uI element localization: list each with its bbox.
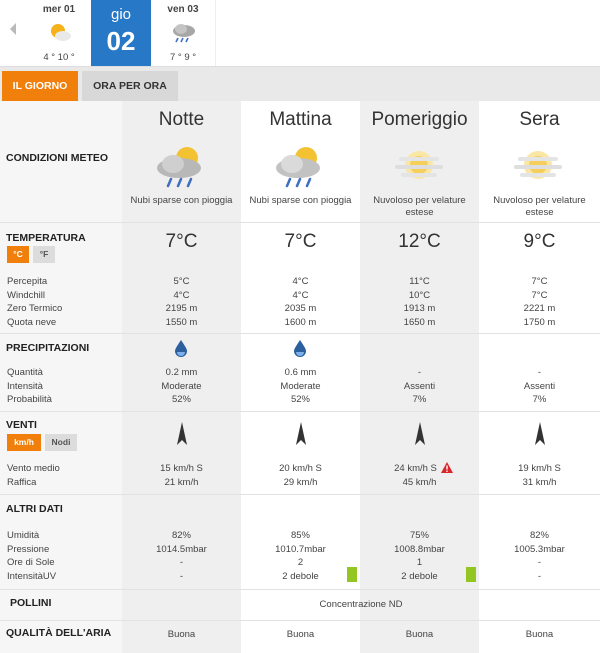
wind-direction-arrow-icon bbox=[175, 421, 189, 447]
sun-hours-value: - bbox=[179, 557, 184, 568]
air-quality-value: Buona bbox=[286, 629, 315, 640]
precip-probability: 52% bbox=[171, 394, 191, 405]
windchill-label: Windchill bbox=[7, 289, 46, 301]
air-quality-value: Buona bbox=[167, 629, 196, 640]
precip-intensity: Assenti bbox=[403, 380, 436, 392]
windchill-value: 4°C bbox=[292, 289, 309, 301]
hazy-sun-icon bbox=[508, 143, 568, 191]
freezing-value: 2035 m bbox=[284, 303, 317, 314]
pressure-value: 1005.3mbar bbox=[514, 543, 565, 555]
uv-label: IntensitàUV bbox=[7, 570, 57, 582]
sun-hours-value: 2 bbox=[297, 557, 304, 568]
precip-probability: 52% bbox=[290, 394, 310, 405]
gust-label: Raffica bbox=[7, 476, 37, 488]
wind-direction-arrow-icon bbox=[413, 421, 427, 447]
pressure-value: 1010.7mbar bbox=[275, 543, 326, 555]
pollen-heading: POLLINI bbox=[10, 597, 52, 609]
day-number: 02 bbox=[106, 26, 136, 56]
precip-probability-label: Probabilità bbox=[7, 394, 52, 405]
freezing-value: 2221 m bbox=[523, 303, 556, 314]
wind-speed-label: Vento medio bbox=[7, 463, 60, 474]
wind-heading: VENTI bbox=[6, 419, 37, 431]
previous-day-arrow-icon[interactable] bbox=[8, 22, 22, 42]
hazy-sun-icon bbox=[389, 143, 449, 191]
perceived-value: 11°C bbox=[409, 276, 430, 287]
uv-value: - bbox=[537, 570, 542, 582]
gust-speed: 21 km/h bbox=[164, 476, 199, 488]
condition-desc: Nubi sparse con pioggia bbox=[249, 195, 352, 206]
snow-level-label: Quota neve bbox=[7, 316, 57, 328]
fahrenheit-button[interactable]: °F bbox=[33, 246, 55, 263]
uv-value: 2 debole bbox=[401, 570, 438, 582]
row-divider bbox=[0, 333, 600, 334]
windchill-value: 10°C bbox=[408, 289, 431, 301]
sun-cloud-rain-icon bbox=[151, 143, 211, 191]
row-divider bbox=[0, 411, 600, 412]
wind-speed: 24 km/h S bbox=[394, 463, 437, 474]
day-temps: 7 ° 9 ° bbox=[169, 52, 197, 63]
freezing-value: 1913 m bbox=[403, 303, 436, 314]
temperature-value: 7°C bbox=[165, 231, 198, 252]
humidity-value: 82% bbox=[529, 530, 549, 541]
row-divider bbox=[0, 494, 600, 495]
precip-probability: 7% bbox=[532, 394, 547, 405]
gust-speed: 45 km/h bbox=[402, 476, 437, 488]
day-label: mer 01 bbox=[42, 4, 76, 15]
temperature-heading: TEMPERATURA bbox=[6, 232, 86, 244]
humidity-value: 85% bbox=[290, 530, 310, 541]
wind-speed: 19 km/h S bbox=[518, 463, 561, 474]
perceived-label: Percepita bbox=[7, 276, 48, 287]
celsius-button[interactable]: °C bbox=[7, 246, 29, 263]
snow-value: 1650 m bbox=[403, 316, 436, 328]
precip-intensity: Moderate bbox=[161, 380, 202, 392]
precip-probability: 7% bbox=[412, 394, 427, 405]
condition-desc: Nuvoloso per velature estese bbox=[493, 195, 586, 218]
windchill-value: 7°C bbox=[531, 289, 548, 301]
precip-quantity: 0.2 mm bbox=[165, 367, 198, 378]
precip-quantity: - bbox=[537, 367, 542, 378]
freezing-value: 2195 m bbox=[165, 303, 198, 314]
temperature-value: 12°C bbox=[398, 231, 441, 252]
conditions-heading: CONDIZIONI METEO bbox=[6, 152, 109, 164]
air-quality-heading: QUALITÀ DELL'ARIA bbox=[6, 627, 112, 639]
wind-direction-arrow-icon bbox=[533, 421, 547, 447]
sun-hours-value: 1 bbox=[416, 557, 423, 568]
pollen-value: Concentrazione ND bbox=[319, 599, 403, 610]
gust-speed: 29 km/h bbox=[283, 476, 318, 488]
knots-button[interactable]: Nodi bbox=[45, 434, 77, 451]
tab-hourly[interactable]: ORA PER ORA bbox=[82, 71, 178, 101]
divider bbox=[215, 0, 216, 66]
condition-desc: Nuvoloso per velature estese bbox=[373, 195, 466, 218]
uv-value: 2 debole bbox=[282, 570, 319, 582]
freezing-level-label: Zero Termico bbox=[7, 303, 63, 314]
tab-day[interactable]: IL GIORNO bbox=[2, 71, 78, 101]
period-afternoon: Pomeriggio bbox=[371, 109, 468, 130]
temperature-value: 7°C bbox=[284, 231, 317, 252]
forecast-table bbox=[0, 101, 600, 653]
gust-speed: 31 km/h bbox=[522, 476, 557, 488]
snow-value: 1550 m bbox=[165, 316, 198, 328]
precip-quantity-label: Quantità bbox=[7, 367, 43, 378]
sun-cloud-rain-icon bbox=[270, 143, 330, 191]
humidity-label: Umidità bbox=[7, 530, 40, 541]
perceived-value: 5°C bbox=[173, 276, 190, 287]
wind-speed: 20 km/h S bbox=[279, 463, 322, 474]
air-quality-value: Buona bbox=[525, 629, 554, 640]
rain-cloud-icon bbox=[170, 20, 198, 46]
raindrop-icon bbox=[293, 339, 307, 357]
day-name: gio bbox=[110, 6, 132, 23]
day-temps: 4 ° 10 ° bbox=[43, 52, 75, 63]
uv-level-indicator bbox=[347, 567, 357, 582]
day-tab-thu-active[interactable] bbox=[91, 0, 151, 66]
period-night: Notte bbox=[158, 109, 205, 130]
wind-speed: 15 km/h S bbox=[160, 463, 203, 474]
view-tabs bbox=[0, 66, 600, 101]
row-divider bbox=[0, 589, 600, 590]
sun-hours-value: - bbox=[537, 557, 542, 568]
precip-quantity: - bbox=[417, 367, 422, 378]
wind-direction-arrow-icon bbox=[294, 421, 308, 447]
windchill-value: 4°C bbox=[173, 289, 190, 301]
raindrop-icon bbox=[174, 339, 188, 357]
row-divider bbox=[0, 222, 600, 223]
pressure-value: 1014.5mbar bbox=[156, 543, 207, 555]
precipitation-heading: PRECIPITAZIONI bbox=[6, 342, 90, 354]
humidity-value: 75% bbox=[409, 530, 429, 541]
temperature-value: 9°C bbox=[523, 231, 556, 252]
day-tab-wed[interactable] bbox=[29, 0, 89, 66]
period-evening: Sera bbox=[519, 109, 560, 130]
other-data-heading: ALTRI DATI bbox=[6, 503, 63, 515]
humidity-value: 82% bbox=[171, 530, 191, 541]
day-tab-fri[interactable] bbox=[153, 0, 213, 66]
uv-level-indicator bbox=[466, 567, 476, 582]
sun-cloud-icon bbox=[46, 20, 74, 46]
snow-value: 1600 m bbox=[284, 316, 317, 328]
perceived-value: 7°C bbox=[531, 276, 548, 287]
precip-quantity: 0.6 mm bbox=[284, 367, 317, 378]
perceived-value: 4°C bbox=[292, 276, 309, 287]
day-label: ven 03 bbox=[167, 4, 199, 15]
row-divider bbox=[0, 620, 600, 621]
period-morning: Mattina bbox=[269, 109, 332, 130]
kmh-button[interactable]: km/h bbox=[7, 434, 41, 451]
day-strip bbox=[0, 0, 600, 66]
air-quality-value: Buona bbox=[405, 629, 434, 640]
precip-intensity-label: Intensità bbox=[7, 380, 43, 392]
precip-intensity: Assenti bbox=[523, 380, 556, 392]
sun-hours-label: Ore di Sole bbox=[7, 557, 55, 568]
snow-value: 1750 m bbox=[523, 316, 556, 328]
warning-icon bbox=[441, 462, 453, 473]
pressure-value: 1008.8mbar bbox=[394, 543, 445, 555]
condition-desc: Nubi sparse con pioggia bbox=[130, 195, 233, 206]
pressure-label: Pressione bbox=[7, 543, 50, 555]
precip-intensity: Moderate bbox=[280, 380, 321, 392]
uv-value: - bbox=[179, 570, 184, 582]
